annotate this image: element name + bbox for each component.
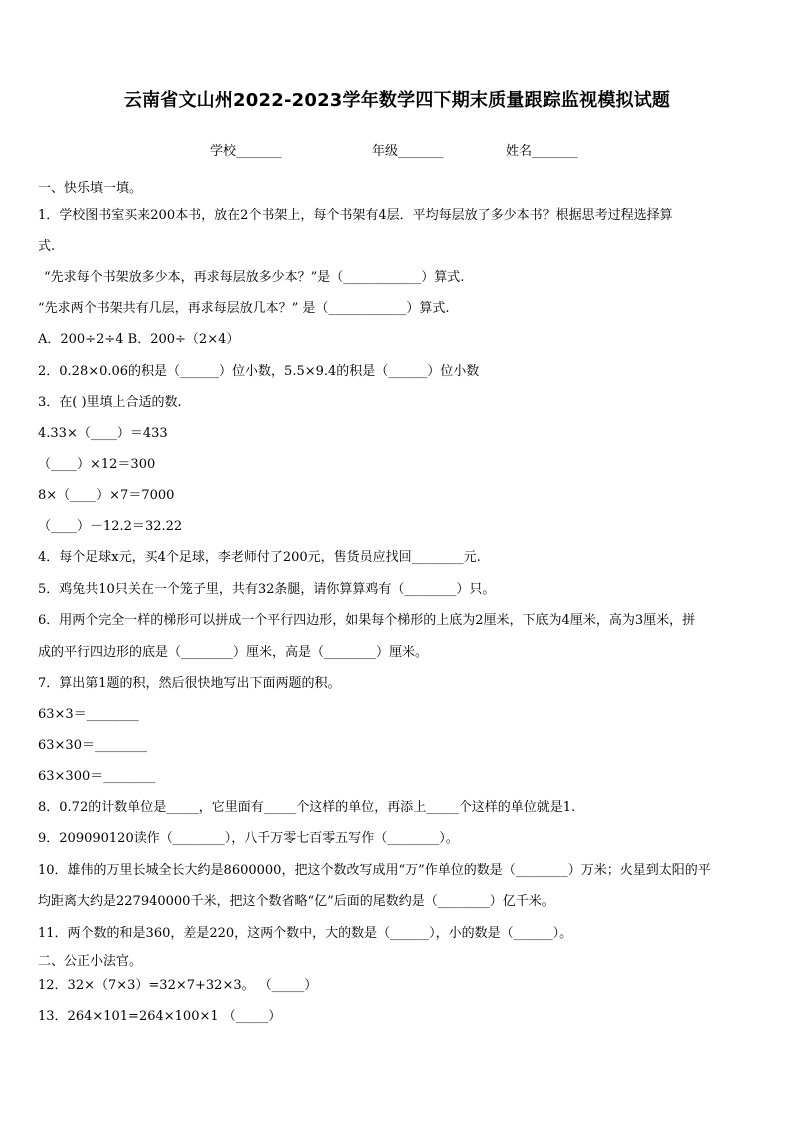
- section-heading: 二、公正小法官。: [38, 954, 143, 969]
- question-line: 7．算出第1题的积，然后很快地写出下面两题的积。: [38, 676, 341, 691]
- equation-line: 4.33×（____）＝433: [38, 426, 168, 441]
- page-title: 云南省文山州2022-2023学年数学四下期末质量跟踪监视模拟试题: [123, 90, 671, 111]
- question-line: 12．32×（7×3）=32×7+32×3。 （_____）: [38, 978, 318, 993]
- equation-line: （____）－12.2＝32.22: [38, 519, 183, 534]
- question-line: 式.: [38, 239, 56, 254]
- name-field: 姓名_______: [506, 144, 578, 159]
- question-line: 5．鸡兔共10只关在一个笼子里，共有32条腿，请你算算鸡有（________）只。: [38, 582, 496, 597]
- school-field: 学校_______: [210, 144, 282, 159]
- question-line: 4．每个足球x元，买4个足球，李老师付了200元，售货员应找回________元.: [38, 550, 481, 565]
- question-line: 6．用两个完全一样的梯形可以拼成一个平行四边形，如果每个梯形的上底为2厘米，下底为4厘米，高为3厘米，拼: [38, 613, 696, 628]
- question-line: “先求每个书架放多少本，再求每层放多少本？”是（____________）算式.: [44, 270, 465, 285]
- question-line: 1．学校图书室买来200本书，放在2个书架上，每个书架有4层．平均每层放了多少本书？根据思考过程选择算: [38, 208, 673, 223]
- grade-field: 年级_______: [372, 144, 444, 159]
- equation-line: （____）×12＝300: [38, 457, 156, 472]
- question-line: 均距离大约是227940000千米，把这个数省略“亿”后面的尾数约是（________）亿千米。: [38, 894, 555, 909]
- question-line: 成的平行四边形的底是（________）厘米，高是（________）厘米。: [38, 645, 429, 660]
- question-line: 11．两个数的和是360，差是220，这两个数中，大的数是（______），小的数是（______）。: [38, 926, 573, 941]
- answer-options: A．200÷2÷4 B．200÷（2×4）: [38, 332, 240, 347]
- question-line: 3．在( )里填上合适的数.: [38, 395, 182, 410]
- equation-line: 63×300＝________: [38, 769, 156, 784]
- section-heading: 一、快乐填一填。: [38, 181, 143, 196]
- question-line: 8．0.72的计数单位是_____，它里面有_____个这样的单位，再添上_____个这样的单位就是1.: [38, 800, 576, 815]
- question-line: “先求两个书架共有几层，再求每层放几本？” 是（____________）算式.: [38, 301, 450, 316]
- equation-line: 63×30＝________: [38, 738, 147, 753]
- question-line: 9．209090120读作（________），八千万零七百零五写作（________）。: [38, 831, 459, 846]
- question-line: 13．264×101=264×100×1 （_____）: [38, 1009, 282, 1024]
- equation-line: 8×（____）×7＝7000: [38, 488, 175, 503]
- question-line: 2．0.28×0.06的积是（______）位小数，5.5×9.4的积是（______）位小数: [38, 364, 480, 379]
- question-line: 10．雄伟的万里长城全长大约是8600000，把这个数改写成用“万”作单位的数是（________）万米；火星到太阳的平: [38, 863, 711, 878]
- equation-line: 63×3＝________: [38, 707, 139, 722]
